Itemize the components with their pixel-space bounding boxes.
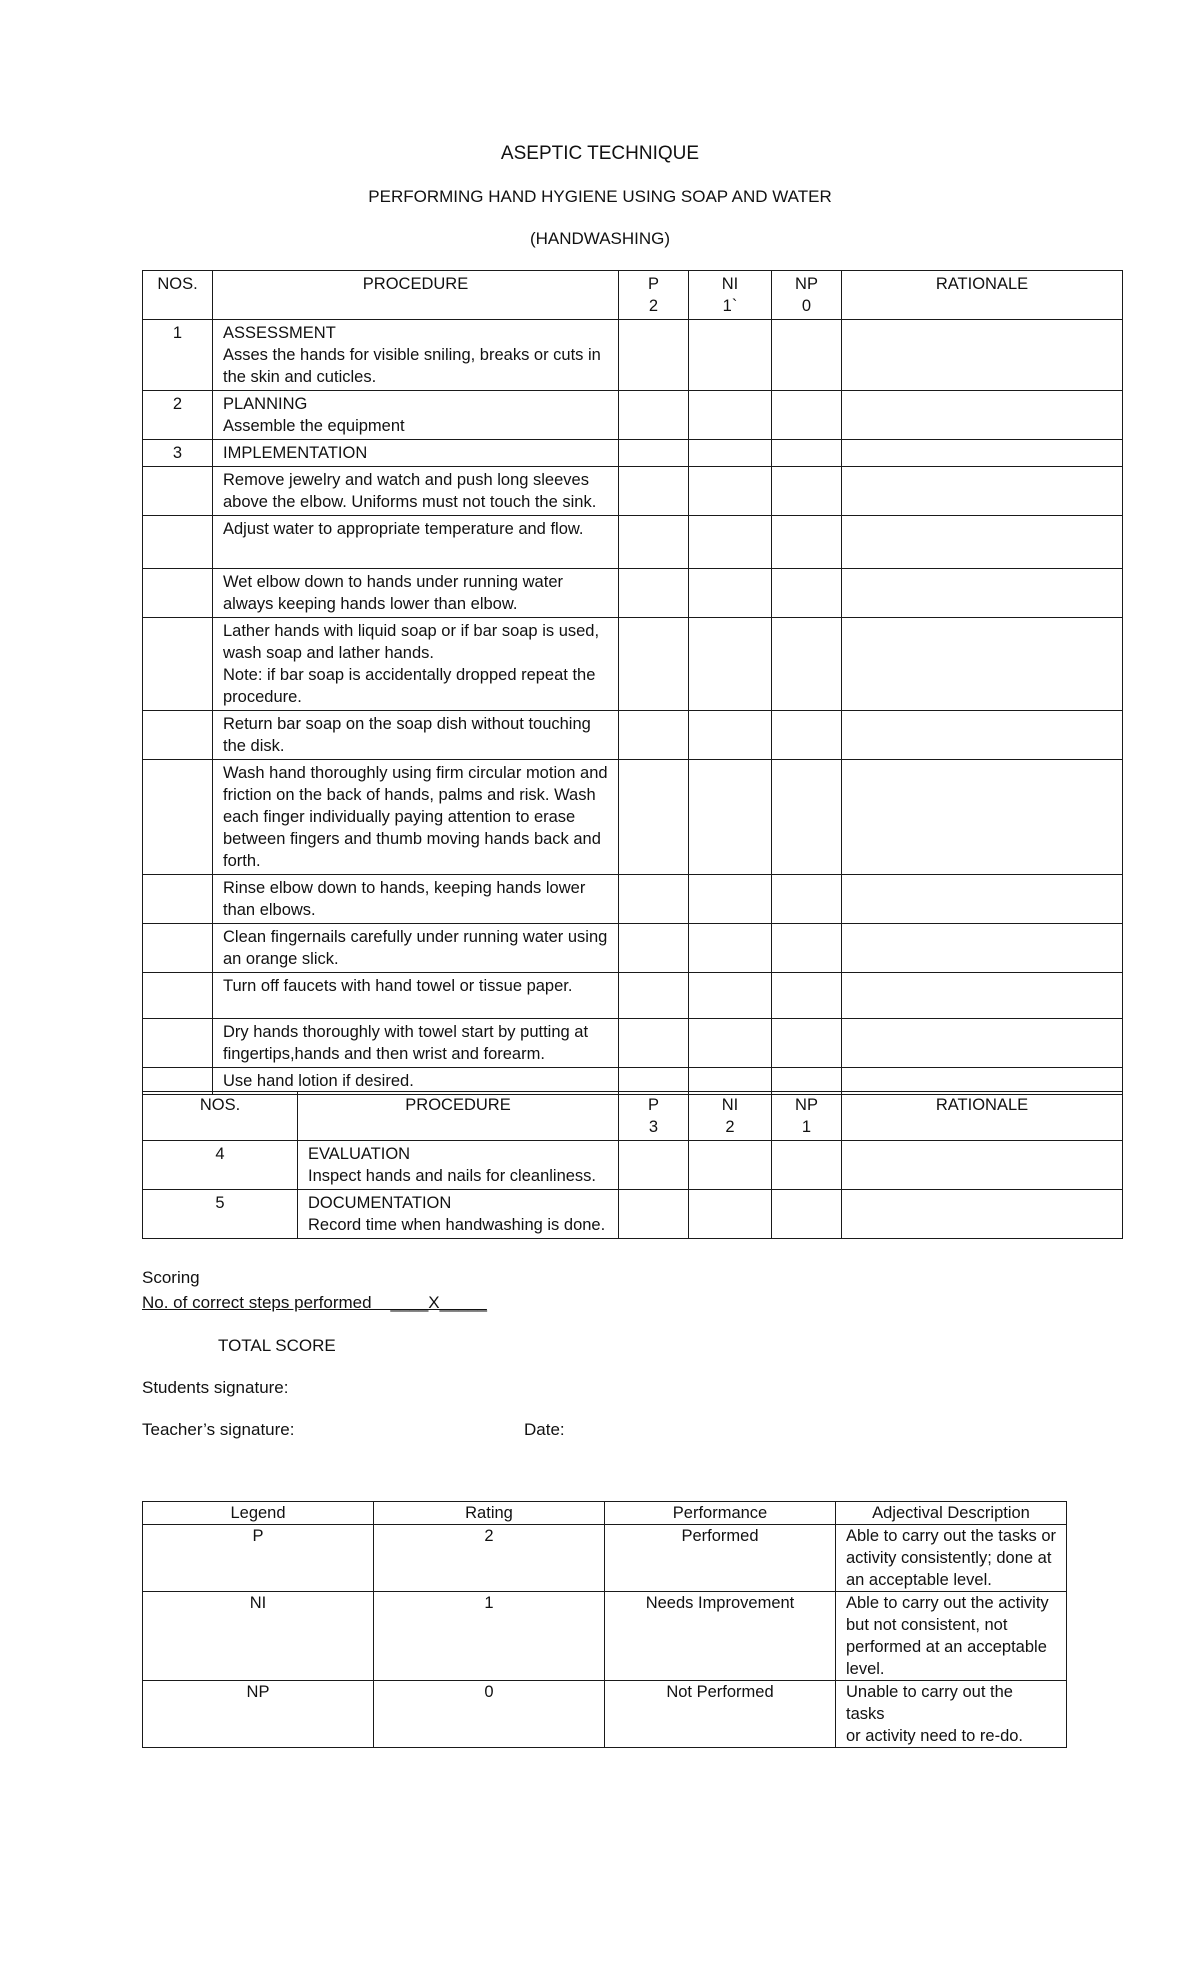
procedure-line: Rinse elbow down to hands, keeping hands lower [223,879,586,897]
np-score-cell[interactable] [772,320,842,391]
table-row [143,711,1123,760]
step-number [143,467,213,516]
total-score-label: TOTAL SCORE [218,1336,336,1355]
procedure-line: forth. [223,852,261,870]
table-row [143,440,1123,467]
legend-row [143,1681,1067,1748]
rationale-cell[interactable] [842,924,1123,973]
header-procedure: PROCEDURE [213,271,619,320]
procedure-line: Clean fingernails carefully under running water using [223,928,608,946]
procedure-line: EVALUATION [308,1145,411,1163]
procedure-cell [213,1019,619,1068]
legend-header-rating: Rating [374,1502,605,1525]
p-score-cell[interactable] [619,1141,689,1190]
procedure-line: always keeping hands lower than elbow. [223,595,518,613]
description-line: Unable to carry out the tasks [846,1683,1013,1723]
page-subtitle-2: (HANDWASHING) [529,229,671,248]
step-number [143,973,213,1019]
procedure-line: ASSESSMENT [223,324,336,342]
table-row [143,1190,1123,1239]
step-number [143,516,213,569]
rationale-cell[interactable] [842,320,1123,391]
procedure-line: Use hand lotion if desired. [223,1072,414,1090]
table-row [143,516,1123,569]
legend-header-description: Adjectival Description [836,1502,1067,1525]
description-line: performed at an acceptable [846,1638,1047,1656]
ni-score-cell[interactable] [689,391,772,440]
ni-score-cell[interactable] [689,618,772,711]
header-ni: NI 1` [689,271,772,320]
p-score-cell[interactable] [619,924,689,973]
ni-score-cell[interactable] [689,973,772,1019]
step-number: 5 [143,1190,298,1239]
legend-rating: 2 [374,1525,605,1592]
step-number [143,1019,213,1068]
header-p: P 3 [619,1092,689,1141]
procedure-line: DOCUMENTATION [308,1194,452,1212]
procedure-line: fingertips,hands and then wrist and forearm. [223,1045,545,1063]
table-row [143,1019,1123,1068]
ni-score-cell[interactable] [689,320,772,391]
ni-score-cell[interactable] [689,760,772,875]
legend-performance: Not Performed [605,1681,836,1748]
procedure-line: procedure. [223,688,302,706]
procedure-table-header [143,271,1123,320]
procedure-cell [298,1141,619,1190]
step-number [143,711,213,760]
p-score-cell[interactable] [619,569,689,618]
procedure-line: Wet elbow down to hands under running water [223,573,563,591]
legend-description [836,1525,1067,1592]
procedure-cell [213,973,619,1019]
header-procedure: PROCEDURE [298,1092,619,1141]
procedure-line: Record time when handwashing is done. [308,1216,606,1234]
description-line: activity consistently; done at [846,1549,1052,1567]
rationale-cell[interactable] [842,569,1123,618]
rationale-cell[interactable] [842,440,1123,467]
description-line: Able to carry out the tasks or [846,1527,1057,1545]
legend-performance: Needs Improvement [605,1592,836,1681]
procedure-line: IMPLEMENTATION [223,444,368,462]
p-score-cell[interactable] [619,391,689,440]
procedure-table [142,270,1123,1095]
legend-description [836,1681,1067,1748]
p-score-cell[interactable] [619,973,689,1019]
header-rationale: RATIONALE [842,1092,1123,1141]
legend-row [143,1592,1067,1681]
rationale-cell[interactable] [842,516,1123,569]
header-nos: NOS. [143,271,213,320]
legend-description [836,1592,1067,1681]
procedure-line: Return bar soap on the soap dish without touching [223,715,591,733]
np-score-cell[interactable] [772,1190,842,1239]
procedure-cell [213,875,619,924]
np-score-cell[interactable] [772,711,842,760]
legend-row [143,1525,1067,1592]
p-score-cell[interactable] [619,875,689,924]
procedure-cell [213,440,619,467]
p-score-cell[interactable] [619,760,689,875]
ni-score-cell[interactable] [689,1190,772,1239]
header-np: NP 0 [772,271,842,320]
step-number: 4 [143,1141,298,1190]
table-row [143,875,1123,924]
legend-rating: 0 [374,1681,605,1748]
procedure-line: Assemble the equipment [223,417,405,435]
procedure-cell [213,467,619,516]
p-score-cell[interactable] [619,467,689,516]
table-row [143,618,1123,711]
p-score-cell[interactable] [619,320,689,391]
procedure-cell [213,516,619,569]
header-rationale: RATIONALE [842,271,1123,320]
np-score-cell[interactable] [772,973,842,1019]
description-line: or activity need to re-do. [846,1727,1024,1745]
procedure-line: above the elbow. Uniforms must not touch the sink. [223,493,597,511]
procedure-line: Dry hands thoroughly with towel start by putting at [223,1023,589,1041]
procedure-line: an orange slick. [223,950,339,968]
np-score-cell[interactable] [772,1019,842,1068]
procedure-line: Adjust water to appropriate temperature and flow. [223,520,584,538]
np-score-cell[interactable] [772,440,842,467]
p-score-cell[interactable] [619,440,689,467]
description-line: level. [846,1660,885,1678]
procedure-cell [213,569,619,618]
rationale-cell[interactable] [842,973,1123,1019]
np-score-cell[interactable] [772,924,842,973]
legend-table [142,1501,1067,1748]
table-row [143,467,1123,516]
np-score-cell[interactable] [772,467,842,516]
np-score-cell[interactable] [772,875,842,924]
rationale-cell[interactable] [842,760,1123,875]
ni-score-cell[interactable] [689,875,772,924]
evaluation-table-header [143,1092,1123,1141]
np-score-cell[interactable] [772,516,842,569]
table-row [143,391,1123,440]
procedure-line: friction on the back of hands, palms and risk. Wash [223,786,596,804]
rationale-cell[interactable] [842,1190,1123,1239]
procedure-cell [213,618,619,711]
procedure-line: between fingers and thumb moving hands back and [223,830,601,848]
teacher-signature-label: Teacher’s signature: [142,1420,295,1439]
step-number [143,924,213,973]
step-number [143,875,213,924]
page-subtitle: PERFORMING HAND HYGIENE USING SOAP AND WATER [368,187,832,206]
procedure-line: Turn off faucets with hand towel or tissue paper. [223,977,573,995]
procedure-line: than elbows. [223,901,316,919]
procedure-line: Wash hand thoroughly using firm circular motion and [223,764,608,782]
ni-score-cell[interactable] [689,467,772,516]
np-score-cell[interactable] [772,1141,842,1190]
procedure-cell [213,760,619,875]
rationale-cell[interactable] [842,875,1123,924]
date-label: Date: [524,1420,565,1439]
procedure-line: Lather hands with liquid soap or if bar soap is used, [223,622,600,640]
ni-score-cell[interactable] [689,516,772,569]
procedure-line: Note: if bar soap is accidentally dropped repeat the [223,666,596,684]
legend-header-legend: Legend [143,1502,374,1525]
procedure-cell [213,924,619,973]
description-line: Able to carry out the activity [846,1594,1049,1612]
p-score-cell[interactable] [619,711,689,760]
ni-score-cell[interactable] [689,1019,772,1068]
ni-score-cell[interactable] [689,440,772,467]
procedure-line: each finger individually paying attention to erase [223,808,576,826]
np-score-cell[interactable] [772,569,842,618]
student-signature-label: Students signature: [142,1378,289,1397]
p-score-cell[interactable] [619,1019,689,1068]
procedure-line: the disk. [223,737,285,755]
step-number [143,569,213,618]
step-number: 3 [143,440,213,467]
description-line: but not consistent, not [846,1616,1008,1634]
ni-score-cell[interactable] [689,924,772,973]
ni-score-cell[interactable] [689,711,772,760]
rationale-cell[interactable] [842,711,1123,760]
procedure-line: the skin and cuticles. [223,368,377,386]
step-number: 1 [143,320,213,391]
header-p: P 2 [619,271,689,320]
legend-code: P [143,1525,374,1592]
procedure-line: Inspect hands and nails for cleanliness. [308,1167,597,1185]
procedure-cell [213,711,619,760]
legend-code: NP [143,1681,374,1748]
np-score-cell[interactable] [772,760,842,875]
rationale-cell[interactable] [842,467,1123,516]
ni-score-cell[interactable] [689,569,772,618]
np-score-cell[interactable] [772,618,842,711]
table-row [143,973,1123,1019]
header-np: NP 1 [772,1092,842,1141]
evaluation-table [142,1091,1123,1239]
correct-steps-line: No. of correct steps performed ____X_____ [142,1293,487,1312]
procedure-line: Remove jewelry and watch and push long sleeves [223,471,589,489]
rationale-cell[interactable] [842,391,1123,440]
np-score-cell[interactable] [772,391,842,440]
header-ni: NI 2 [689,1092,772,1141]
scoring-label: Scoring [142,1268,200,1287]
table-row [143,1141,1123,1190]
table-row [143,924,1123,973]
legend-header-row [143,1502,1067,1525]
p-score-cell[interactable] [619,618,689,711]
step-number [143,760,213,875]
rationale-cell[interactable] [842,618,1123,711]
procedure-cell [213,320,619,391]
p-score-cell[interactable] [619,516,689,569]
procedure-line: PLANNING [223,395,308,413]
rationale-cell[interactable] [842,1019,1123,1068]
ni-score-cell[interactable] [689,1141,772,1190]
legend-header-performance: Performance [605,1502,836,1525]
legend-rating: 1 [374,1592,605,1681]
procedure-cell [213,391,619,440]
procedure-line: wash soap and lather hands. [223,644,434,662]
procedure-cell [298,1190,619,1239]
legend-code: NI [143,1592,374,1681]
step-number: 2 [143,391,213,440]
rationale-cell[interactable] [842,1141,1123,1190]
procedure-line: Asses the hands for visible sniling, breaks or cuts in [223,346,601,364]
table-row [143,569,1123,618]
step-number [143,618,213,711]
description-line: an acceptable level. [846,1571,992,1589]
header-nos: NOS. [143,1092,298,1141]
table-row [143,760,1123,875]
legend-performance: Performed [605,1525,836,1592]
page-title: ASEPTIC TECHNIQUE [500,143,700,164]
p-score-cell[interactable] [619,1190,689,1239]
table-row [143,320,1123,391]
